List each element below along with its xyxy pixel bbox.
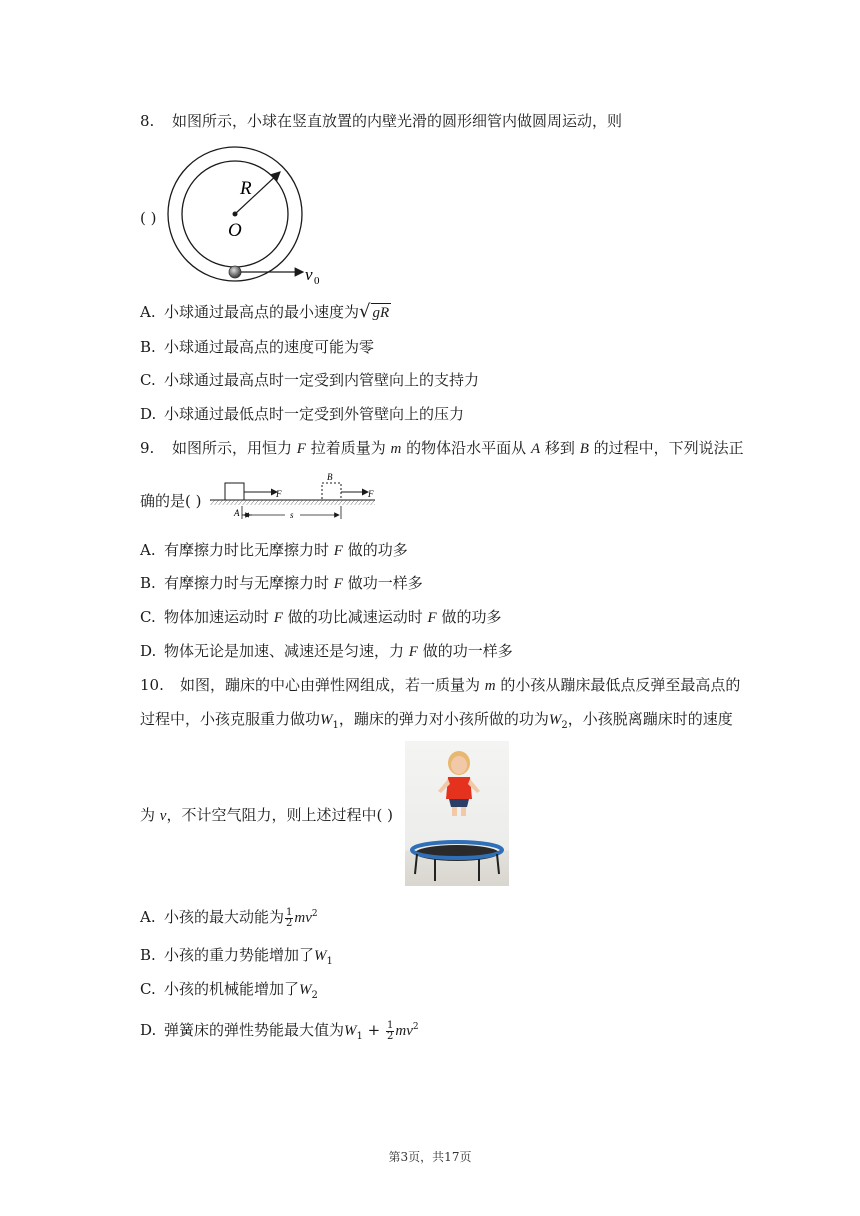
q8-stem bbox=[140, 110, 622, 132]
label-F1: F bbox=[276, 489, 282, 499]
text: 的物体沿水平面从 bbox=[406, 439, 527, 457]
sub-2: 2 bbox=[561, 720, 568, 731]
var-mv: mv bbox=[395, 1023, 413, 1039]
option-letter: C. bbox=[140, 608, 156, 626]
text: 小孩的机械能增加了 bbox=[164, 980, 300, 998]
block-at-B bbox=[322, 483, 341, 500]
q9-option-c bbox=[140, 606, 502, 629]
text: ，小孩脱离蹦床时的速度 bbox=[567, 710, 733, 728]
option-letter: B. bbox=[140, 574, 156, 592]
label-R: R bbox=[240, 178, 252, 199]
fraction bbox=[386, 1021, 394, 1042]
var-F: F bbox=[333, 576, 343, 592]
text: 做功一样多 bbox=[347, 574, 423, 592]
text: 弹簧床的弹性势能最大值为 bbox=[164, 1021, 345, 1039]
q10-option-a bbox=[140, 903, 318, 929]
option-letter: D. bbox=[140, 405, 157, 423]
sub: 1 bbox=[356, 1031, 363, 1042]
sub: 2 bbox=[311, 990, 318, 1001]
label-O: O bbox=[228, 220, 242, 241]
label-s: s bbox=[290, 510, 294, 520]
var-F: F bbox=[296, 441, 306, 457]
q8-figure-circular-tube bbox=[165, 142, 345, 292]
text: 物体加速运动时 bbox=[164, 608, 270, 626]
plus-sign: + bbox=[367, 1021, 381, 1039]
text: ，不计空气阻力，则上述过程中( ) bbox=[166, 806, 393, 824]
ball bbox=[229, 266, 241, 278]
var-W: W bbox=[320, 712, 333, 728]
q10-stem-line2 bbox=[140, 708, 733, 737]
var-W: W bbox=[548, 712, 562, 728]
var-mv: mv bbox=[294, 910, 312, 926]
q9-option-d bbox=[140, 640, 513, 663]
page-footer: 第3页，共17页 bbox=[388, 1150, 472, 1164]
block-at-A bbox=[225, 483, 244, 500]
text: 如图，蹦床的中心由弹性网组成，若一质量为 bbox=[180, 676, 481, 694]
text: ，蹦床的弹力对小孩所做的功为 bbox=[338, 710, 549, 728]
fraction bbox=[285, 908, 293, 929]
option-letter: D. bbox=[140, 642, 157, 660]
q9-option-b bbox=[140, 572, 423, 595]
q9-stem-line2: 确的是( ) bbox=[140, 492, 202, 510]
q10-stem-line1 bbox=[140, 674, 740, 697]
q8-option-b bbox=[140, 336, 374, 358]
frac-num: 1 bbox=[286, 906, 293, 918]
var-W: W bbox=[344, 1023, 357, 1039]
label-v: v bbox=[305, 265, 313, 284]
option-text: 小球通过最低点时一定受到外管壁向上的压力 bbox=[164, 405, 465, 423]
text: 移到 bbox=[544, 439, 575, 457]
option-letter: A. bbox=[140, 541, 156, 559]
q8-option-a: A. 小球通过最高点的最小速度为√ gR bbox=[140, 301, 390, 322]
q8-option-d bbox=[140, 403, 464, 425]
text: 小孩的最大动能为 bbox=[164, 908, 285, 926]
q9-stem-line1 bbox=[140, 437, 744, 460]
option-letter: C. bbox=[140, 371, 156, 389]
sub-1: 1 bbox=[332, 720, 339, 731]
text: 的小孩从蹦床最低点反弹至最高点的 bbox=[500, 676, 741, 694]
text: 做的功一样多 bbox=[422, 642, 513, 660]
var-B: B bbox=[579, 441, 589, 457]
q9-number: 9. bbox=[140, 439, 155, 457]
frac-num: 1 bbox=[387, 1019, 394, 1031]
text: 为 bbox=[140, 806, 156, 824]
text: 做的功多 bbox=[347, 541, 408, 559]
frac-den: 2 bbox=[286, 917, 293, 929]
var-F: F bbox=[333, 543, 343, 559]
label-v-sub: 0 bbox=[314, 275, 320, 287]
text: 的过程中，下列说法正 bbox=[593, 439, 744, 457]
option-letter: D. bbox=[140, 1021, 157, 1039]
var-m: m bbox=[390, 441, 402, 457]
option-letter: A. bbox=[140, 303, 156, 321]
q8-answer-paren: ( ) bbox=[140, 209, 157, 227]
q10-stem-line3 bbox=[140, 804, 393, 827]
option-letter: C. bbox=[140, 980, 156, 998]
text: 如图所示，用恒力 bbox=[172, 439, 293, 457]
child-face bbox=[451, 756, 467, 774]
option-text: 小球通过最高点的最小速度为 bbox=[164, 303, 360, 321]
option-text: 小球通过最高点时一定受到内管壁向上的支持力 bbox=[164, 371, 480, 389]
ground-hatch bbox=[210, 500, 375, 505]
var-F: F bbox=[408, 644, 418, 660]
var-F: F bbox=[273, 610, 283, 626]
text: 小孩的重力势能增加了 bbox=[164, 946, 315, 964]
sup-2: 2 bbox=[412, 1022, 419, 1032]
label-A: A bbox=[234, 508, 240, 518]
sup-2: 2 bbox=[311, 909, 318, 919]
var-W: W bbox=[314, 948, 327, 964]
q10-photo-child-trampoline bbox=[405, 741, 509, 886]
option-text: 小球通过最高点的速度可能为零 bbox=[164, 338, 375, 356]
math-gR: gR bbox=[372, 305, 390, 321]
child-shirt bbox=[446, 777, 472, 799]
q8-number: 8. bbox=[140, 112, 155, 130]
q10-option-c bbox=[140, 978, 318, 1007]
text: 过程中，小孩克服重力做功 bbox=[140, 710, 321, 728]
option-letter: A. bbox=[140, 908, 156, 926]
text: 有摩擦力时比无摩擦力时 bbox=[164, 541, 330, 559]
text: 做的功多 bbox=[441, 608, 502, 626]
label-F2: F bbox=[368, 489, 374, 499]
label-B: B bbox=[327, 472, 333, 482]
q10-option-d bbox=[140, 1016, 419, 1048]
var-m: m bbox=[484, 678, 496, 694]
frac-den: 2 bbox=[387, 1030, 394, 1042]
q10-number: 10. bbox=[140, 676, 164, 694]
var-A: A bbox=[530, 441, 541, 457]
q8-option-c bbox=[140, 369, 479, 391]
text: 拉着质量为 bbox=[310, 439, 386, 457]
text: 做的功比减速运动时 bbox=[287, 608, 423, 626]
text: 物体无论是加速、减速还是匀速，力 bbox=[164, 642, 405, 660]
q9-option-a bbox=[140, 539, 408, 562]
text: 有摩擦力时与无摩擦力时 bbox=[164, 574, 330, 592]
option-letter: B. bbox=[140, 338, 156, 356]
sub: 1 bbox=[326, 956, 333, 967]
option-letter: B. bbox=[140, 946, 156, 964]
q10-option-b bbox=[140, 944, 333, 973]
var-W: W bbox=[299, 982, 312, 998]
var-v: v bbox=[159, 808, 167, 824]
q8-stem-text: 如图所示，小球在竖直放置的内壁光滑的圆形细管内做圆周运动，则 bbox=[172, 112, 623, 130]
var-F: F bbox=[427, 610, 437, 626]
q9-figure-block-on-surface bbox=[210, 472, 380, 522]
